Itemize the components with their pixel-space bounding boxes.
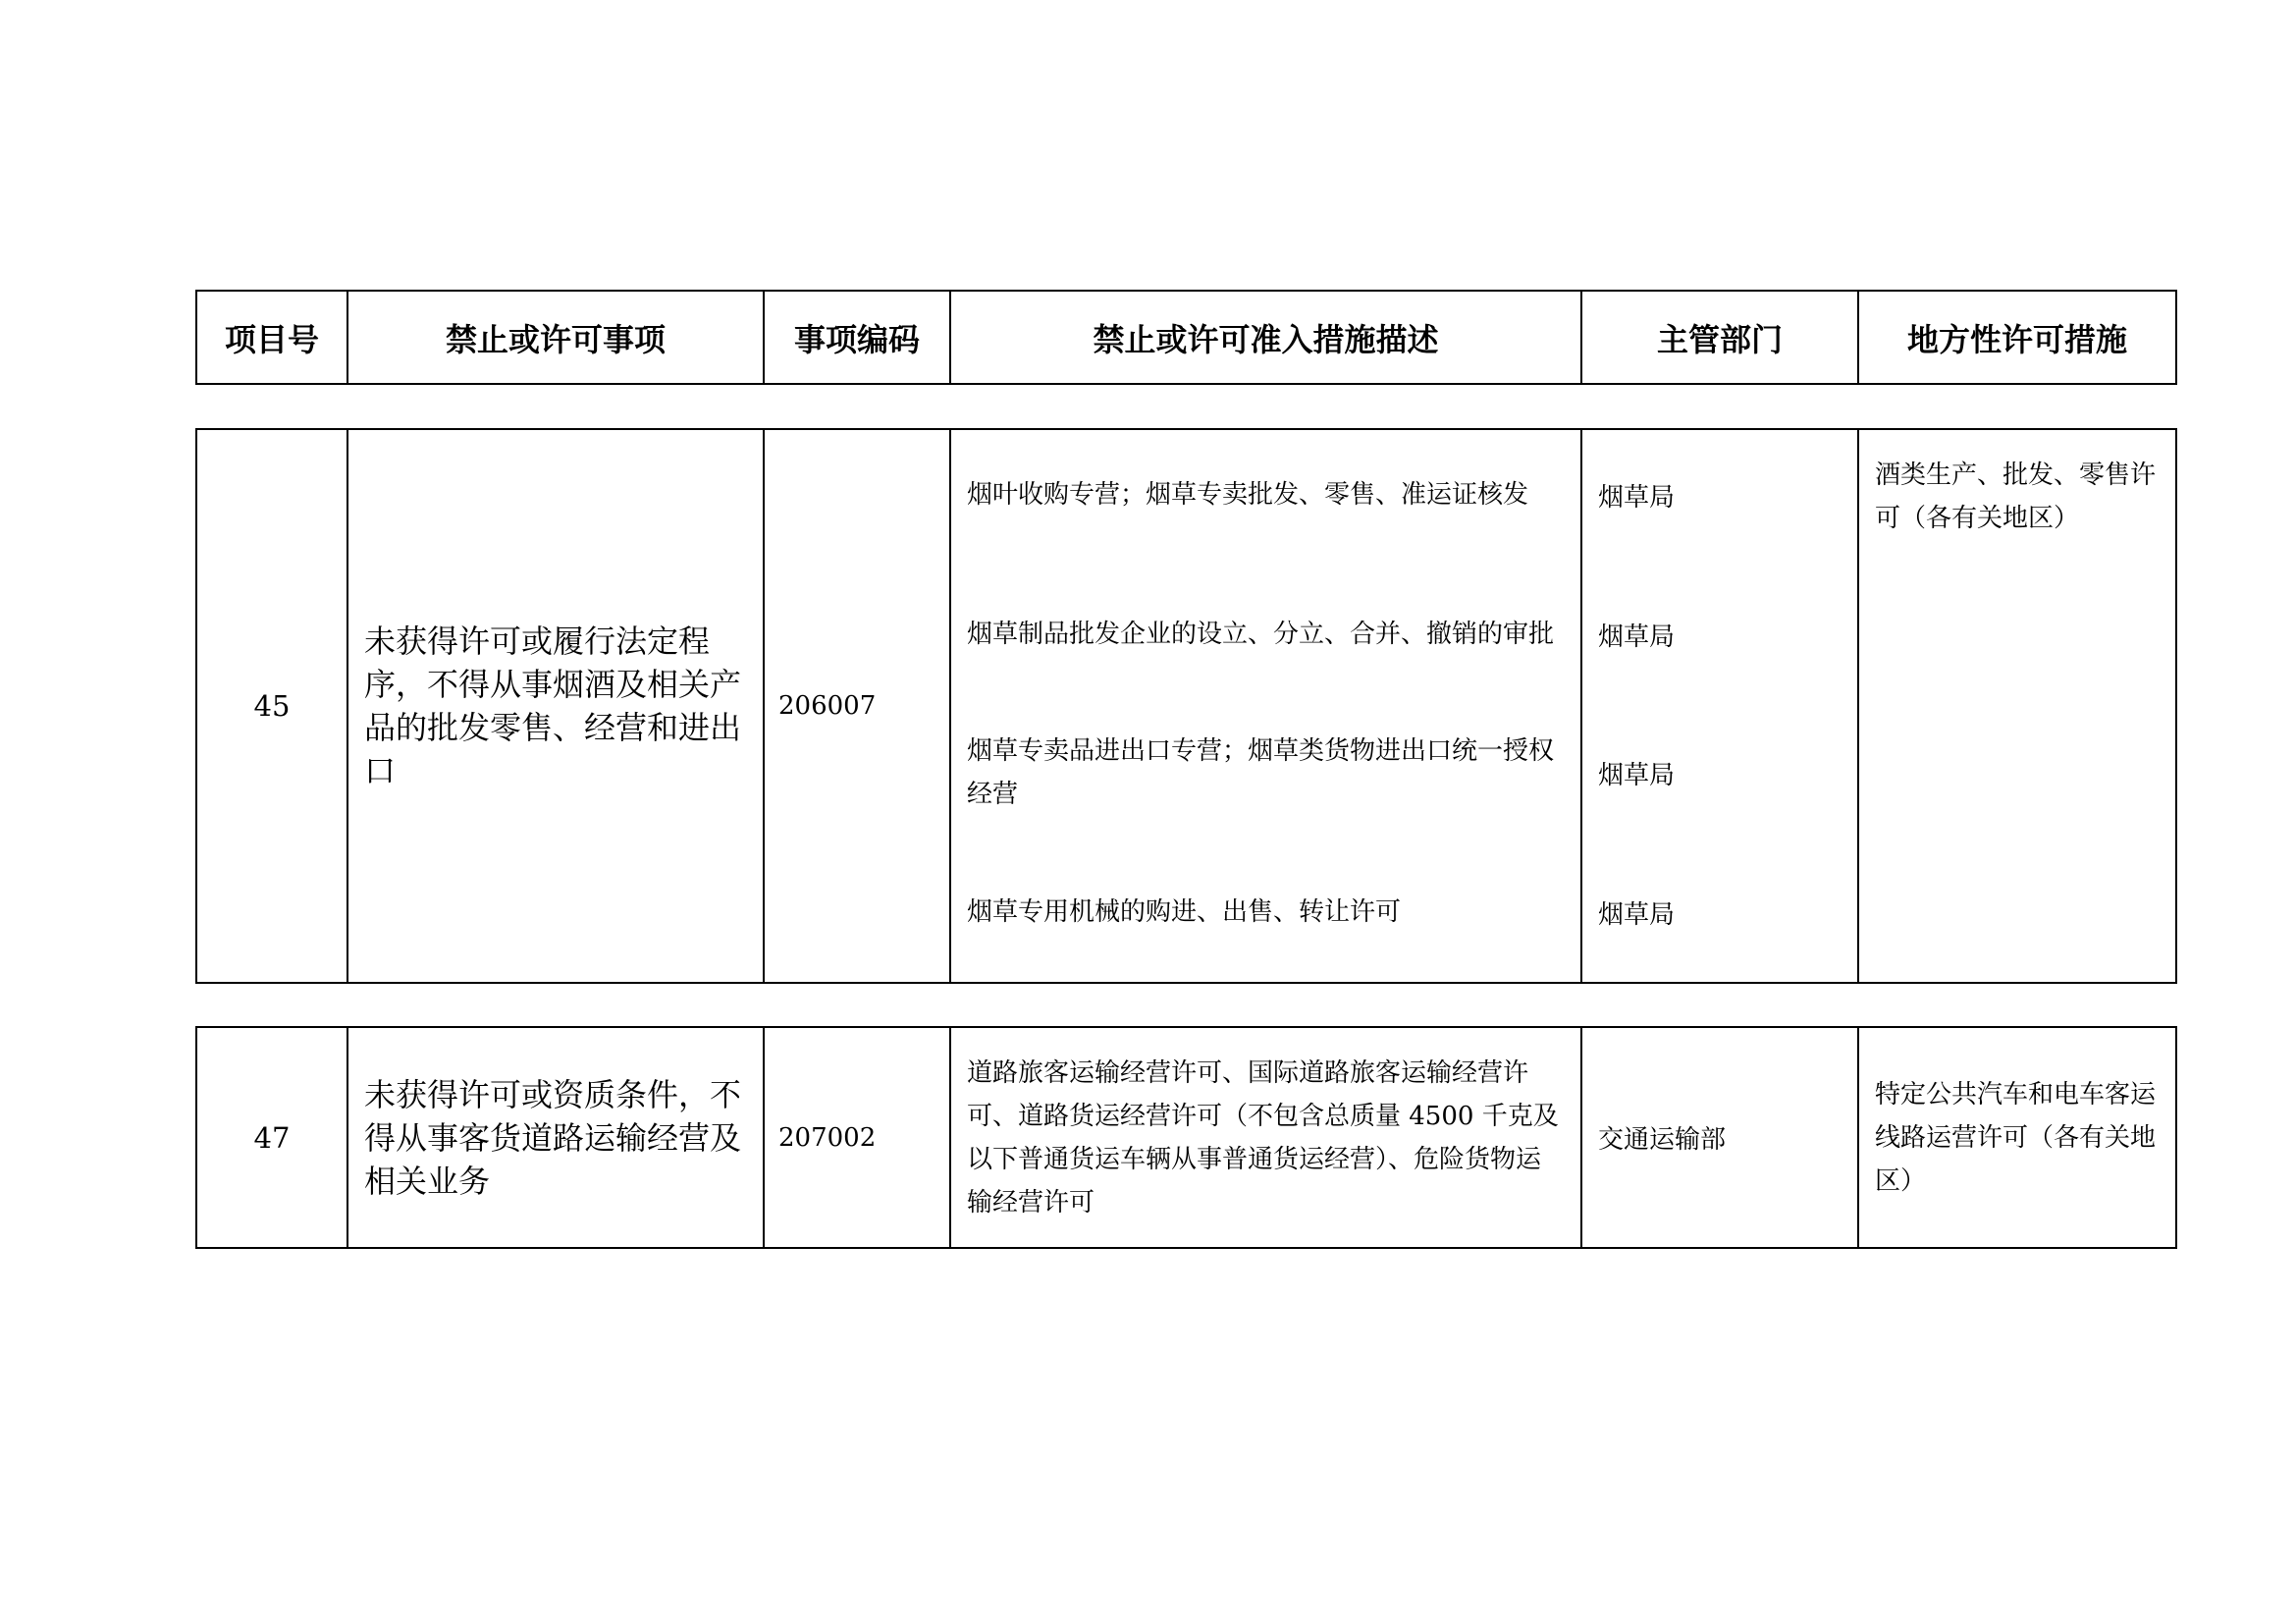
header-project-number: 项目号 (196, 291, 347, 384)
table-row-45 (195, 428, 2177, 984)
row-descriptions (950, 429, 1581, 983)
table-row-47 (195, 1026, 2177, 1249)
measure-department: 烟草局 (1598, 622, 1676, 652)
header-prohibited-item: 禁止或许可事项 (347, 291, 764, 384)
row-departments (1581, 429, 1858, 983)
measure-department: 烟草局 (1598, 482, 1676, 513)
header-local-measure: 地方性许可措施 (1858, 291, 2176, 384)
row-local-measure-cell (1858, 429, 2176, 983)
measure-department: 交通运输部 (1581, 1027, 1858, 1248)
header-measure-description: 禁止或许可准入措施描述 (950, 291, 1581, 384)
table-header (195, 290, 2177, 385)
header-department: 主管部门 (1581, 291, 1858, 384)
measure-description: 烟草专用机械的购进、出售、转让许可 (967, 897, 1402, 927)
row-item: 未获得许可或资质条件，不得从事客货道路运输经营及相关业务 (347, 1027, 764, 1248)
measure-description: 道路旅客运输经营许可、国际道路旅客运输经营许可、道路货运经营许可（不包含总质量 4500 千克及以下普通货运车辆从事普通货运经营）、危险货物运输经营许可 (950, 1027, 1581, 1248)
measure-description: 烟草专卖品进出口专营；烟草类货物进出口统一授权经营 (967, 736, 1555, 809)
row-item: 未获得许可或履行法定程序，不得从事烟酒及相关产品的批发零售、经营和进出口 (347, 429, 764, 983)
measure-description: 烟草制品批发企业的设立、分立、合并、撤销的审批 (967, 620, 1555, 649)
row-code: 206007 (764, 429, 950, 983)
header-item-code: 事项编码 (764, 291, 950, 384)
local-measure: 特定公共汽车和电车客运线路运营许可（各有关地区） (1858, 1027, 2176, 1248)
local-measure: 酒类生产、批发、零售许可（各有关地区） (1875, 460, 2157, 533)
measure-department: 烟草局 (1598, 760, 1676, 790)
measure-description: 烟叶收购专营；烟草专卖批发、零售、准运证核发 (967, 480, 1529, 510)
measure-department: 烟草局 (1598, 899, 1676, 930)
row-number: 45 (196, 429, 347, 983)
row-code: 207002 (764, 1027, 950, 1248)
row-number: 47 (196, 1027, 347, 1248)
